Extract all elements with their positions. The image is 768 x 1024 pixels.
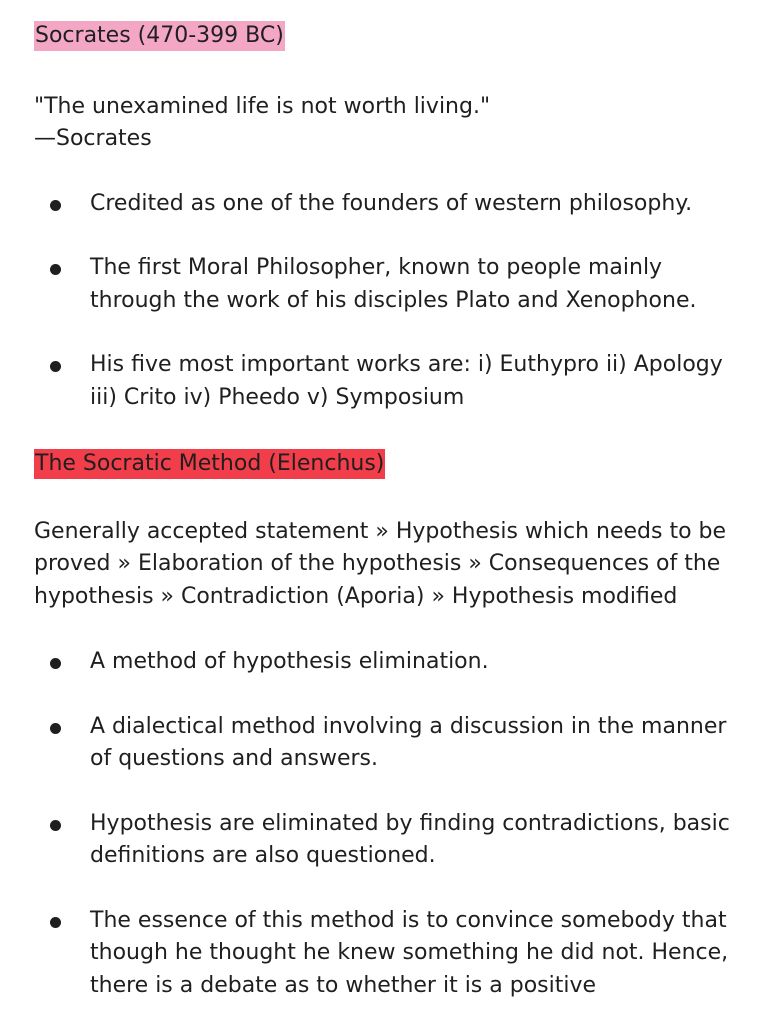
bullet-icon [50,917,61,928]
list-item [34,711,734,776]
document-page [34,0,734,1002]
method-bullet-list [34,646,734,1002]
list-item-text: His five most important works are: i) Euthypro ii) Apology iii) Crito iv) Pheedo v) Symposium [90,352,723,410]
list-item [34,349,734,414]
list-item [34,646,734,679]
list-item-text: A dialectical method involving a discussion in the manner of questions and answers. [90,713,727,771]
quote-attribution: —Socrates [34,125,152,151]
list-item-text: The essence of this method is to convince somebody that though he thought he knew something he did not. Hence, there is a debate as to whether it is a positive [90,907,729,998]
list-item-text: The first Moral Philosopher, known to people mainly through the work of his disciples Plato and Xenophone. [90,255,697,313]
list-item-text: A method of hypothesis elimination. [90,649,489,674]
bullet-icon [50,361,61,372]
list-item [34,252,734,317]
list-item [34,808,734,873]
method-paragraph: Generally accepted statement » Hypothesis which needs to be proved » Elaboration of the hypothesis » Consequences of the hypothesis » Contradiction (Aporia) » Hypothesis modified [34,518,727,609]
section-heading-socrates: Socrates (470-399 BC) [34,21,285,51]
bullet-icon [50,200,61,211]
bullet-icon [50,264,61,275]
bullet-icon [50,658,61,669]
list-item [34,905,734,1003]
quote-text: "The unexamined life is not worth living." [34,93,491,119]
bullet-icon [50,820,61,831]
bullet-icon [50,723,61,734]
section-heading-socratic-method: The Socratic Method (Elenchus) [34,449,385,479]
socrates-bullet-list [34,188,734,415]
list-item-text: Credited as one of the founders of western philosophy. [90,190,693,216]
list-item [34,188,734,221]
list-item-text: Hypothesis are eliminated by finding contradictions, basic definitions are also questioned. [90,810,730,868]
quote-block [34,91,734,155]
